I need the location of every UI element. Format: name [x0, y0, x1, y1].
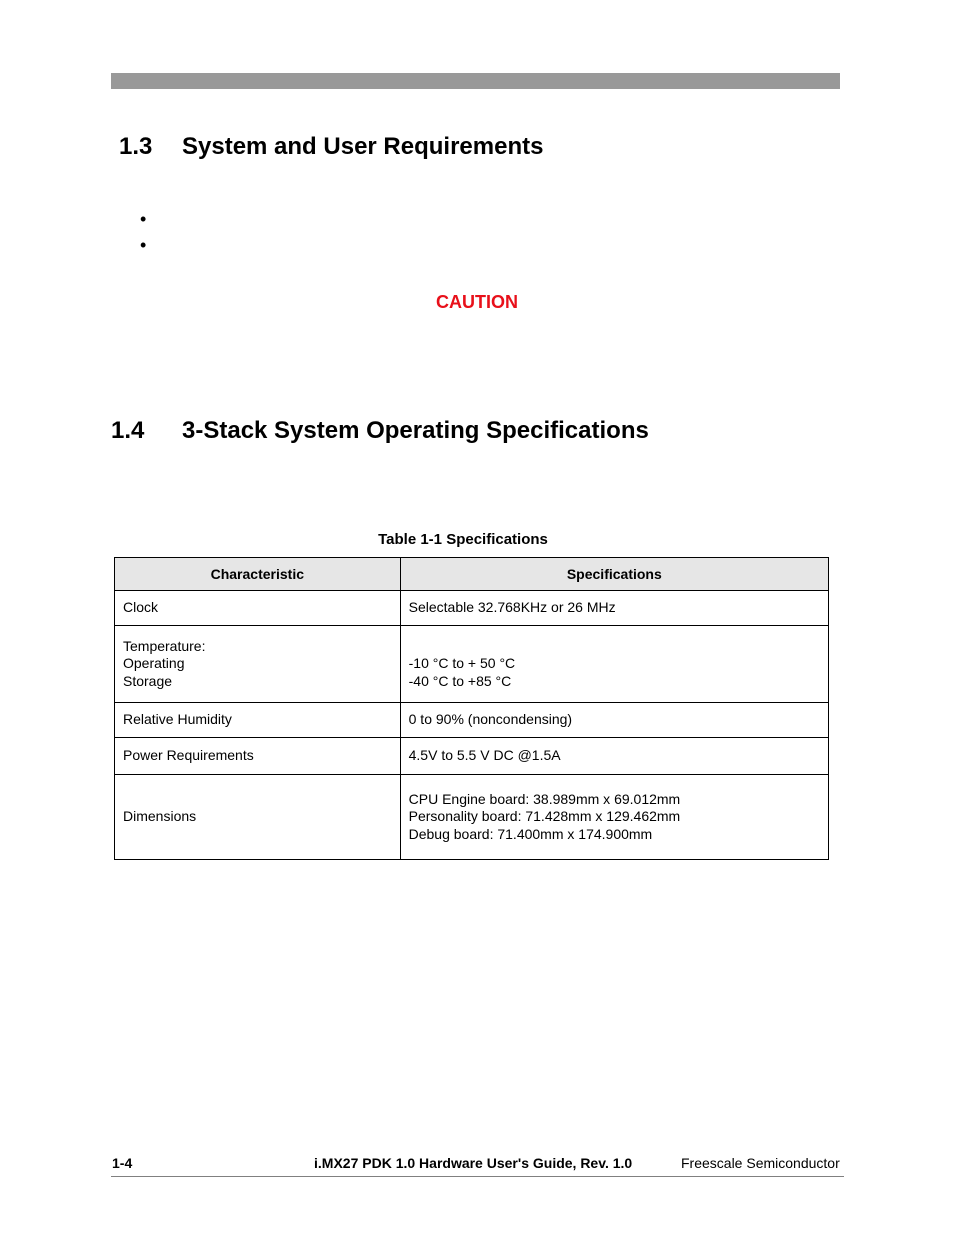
cell-spec — [400, 703, 828, 738]
cell-text: Selectable 32.768KHz or 26 MHz — [408, 599, 616, 616]
table-row — [115, 591, 829, 626]
section-title: 3-Stack System Operating Specifications — [182, 417, 649, 444]
cell-text: Debug board: 71.400mm x 174.900mm — [408, 825, 653, 842]
footer-rule — [111, 1176, 844, 1177]
section-heading-1-4 — [111, 417, 649, 445]
specifications-table — [114, 557, 829, 860]
cell-spec — [400, 591, 828, 626]
cell-text: -10 °C to + 50 °C — [408, 655, 516, 672]
cell-spec — [400, 738, 828, 775]
table-row — [115, 775, 829, 860]
column-header-characteristic: Characteristic — [115, 558, 401, 591]
cell-text: -40 °C to +85 °C — [408, 672, 512, 689]
cell-characteristic — [115, 626, 401, 703]
cell-text: Clock — [123, 599, 159, 616]
bullet-marker: • — [140, 209, 147, 229]
cell-text: Power Requirements — [123, 747, 254, 764]
section-title: System and User Requirements — [182, 133, 544, 160]
cell-text: Operating — [123, 655, 185, 672]
table-row — [115, 626, 829, 703]
cell-characteristic — [115, 738, 401, 775]
cell-spec — [400, 775, 828, 860]
section-heading-1-3 — [119, 133, 543, 161]
footer-page-number: 1-4 — [112, 1155, 133, 1171]
column-header-specifications: Specifications — [400, 558, 828, 591]
cell-characteristic — [115, 591, 401, 626]
header-bar — [111, 73, 840, 89]
footer-company: Freescale Semiconductor — [681, 1155, 840, 1171]
table-header-row — [115, 558, 829, 591]
cell-text: 0 to 90% (noncondensing) — [408, 711, 573, 728]
cell-characteristic — [115, 703, 401, 738]
cell-spec — [400, 626, 828, 703]
cell-text: Temperature: — [123, 637, 206, 654]
table-caption: Table 1-1 Specifications — [378, 531, 548, 548]
table-row — [115, 738, 829, 775]
footer-document-title: i.MX27 PDK 1.0 Hardware User's Guide, Rev. 1.0 — [314, 1155, 633, 1171]
cell-characteristic — [115, 775, 401, 860]
cell-text: Dimensions — [123, 808, 197, 825]
section-number: 1.3 — [119, 133, 153, 160]
table-row — [115, 703, 829, 738]
cell-text: CPU Engine board: 38.989mm x 69.012mm — [408, 790, 681, 807]
cell-text: 4.5V to 5.5 V DC @1.5A — [408, 747, 561, 764]
cell-text: Relative Humidity — [123, 711, 232, 728]
cell-text — [409, 638, 820, 656]
cell-text: Storage — [123, 672, 173, 689]
caution-label: CAUTION — [436, 292, 518, 312]
section-number: 1.4 — [111, 417, 145, 444]
bullet-marker: • — [140, 235, 147, 255]
cell-text: Personality board: 71.428mm x 129.462mm — [408, 808, 681, 825]
